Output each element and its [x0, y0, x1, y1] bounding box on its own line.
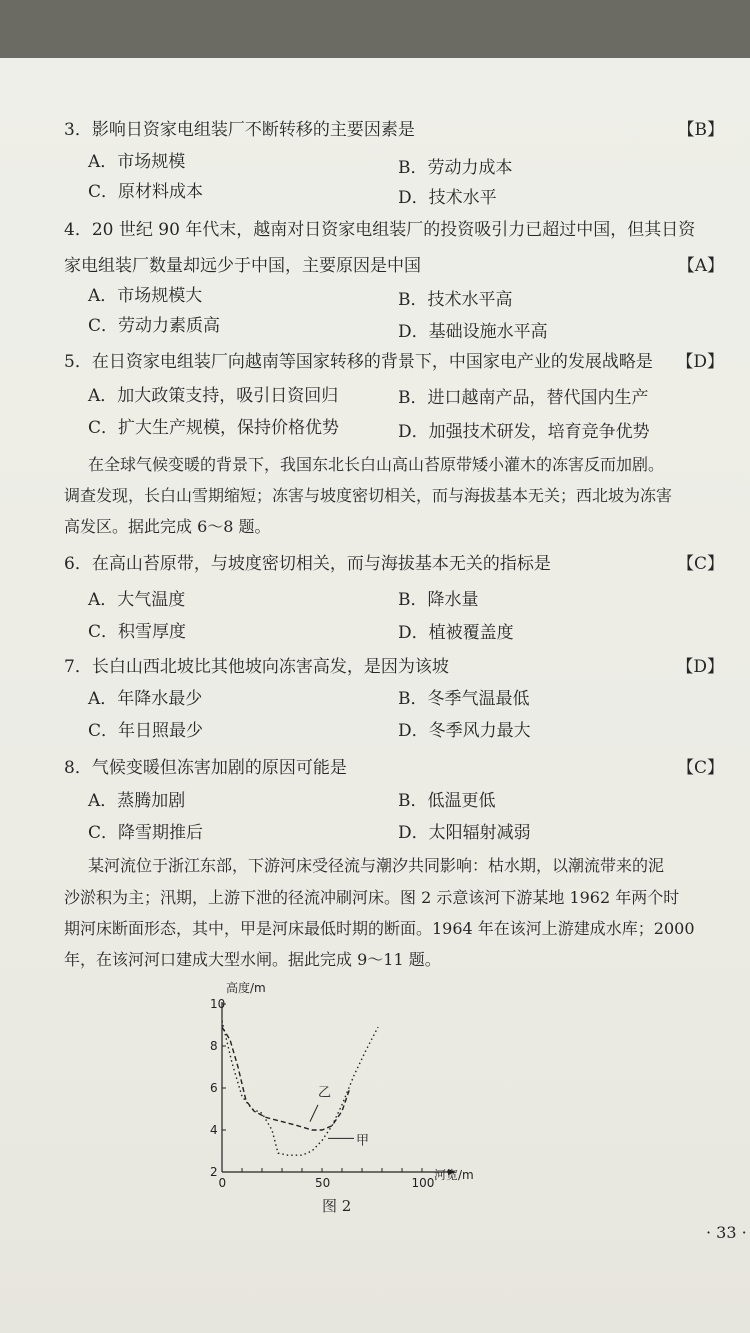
question-3-option-c: C．原材料成本	[88, 182, 204, 202]
passage-2-line-1: 某河流位于浙江东部，下游河床受径流与潮汐共同影响：枯水期，以潮流带来的泥	[88, 856, 665, 875]
question-4-option-d: D．基础设施水平高	[398, 322, 548, 342]
question-7-answer: 【D】	[676, 657, 724, 677]
question-3-option-a: A．市场规模	[88, 152, 186, 172]
chart-series	[222, 1021, 378, 1155]
y-tick-label-4: 4	[210, 1123, 218, 1137]
question-3-option-d: D．技术水平	[398, 188, 497, 208]
question-6	[64, 552, 724, 576]
question-4-line-1: 4．20 世纪 90 年代末，越南对日资家电组装厂的投资吸引力已超过中国，但其日资	[64, 220, 696, 240]
question-5-stem: 5．在日资家电组装厂向越南等国家转移的背景下，中国家电产业的发展战略是	[64, 352, 653, 372]
passage-2-line-3: 期河床断面形态，其中，甲是河床最低时期的断面。1964 年在该河上游建成水库；2000	[64, 919, 695, 938]
question-4-stem: 家电组装厂数量却远少于中国，主要原因是中国	[64, 256, 421, 276]
textbook-page	[0, 58, 750, 1333]
series-leader-yi	[310, 1105, 318, 1122]
question-8-option-b: B．低温更低	[398, 791, 496, 811]
question-8-option-a: A．蒸腾加剧	[88, 791, 186, 811]
question-6-option-c: C．积雪厚度	[88, 622, 187, 642]
x-tick-label-0: 0	[218, 1176, 227, 1190]
question-6-stem: 6．在高山苔原带，与坡度密切相关，而与海拔基本无关的指标是	[64, 554, 551, 574]
question-7	[64, 655, 724, 679]
x-tick-label-50: 50	[315, 1176, 331, 1190]
question-7-stem: 7．长白山西北坡比其他坡向冻害高发，是因为该坡	[64, 657, 449, 677]
figure-2-chart	[196, 976, 476, 1191]
y-tick-label-10: 10	[210, 997, 226, 1011]
x-axis-label: 河宽/m	[434, 1168, 474, 1182]
question-6-option-d: D．植被覆盖度	[398, 623, 514, 643]
question-8-stem: 8．气候变暖但冻害加剧的原因可能是	[64, 758, 347, 778]
question-7-option-a: A．年降水最少	[88, 689, 203, 709]
page-number: · 33 ·	[706, 1223, 747, 1242]
question-8	[64, 756, 724, 780]
question-7-option-b: B．冬季气温最低	[398, 689, 530, 709]
passage-2-line-2: 沙淤积为主；汛期，上游下泄的径流冲刷河床。图 2 示意该河下游某地 1962 年两个时	[64, 888, 680, 907]
y-tick-label-2: 2	[210, 1165, 218, 1179]
question-5-option-d: D．加强技术研发，培育竞争优势	[398, 422, 650, 442]
question-5-answer: 【D】	[676, 352, 724, 372]
question-5-option-a: A．加大政策支持，吸引日资回归	[88, 386, 339, 406]
series-line-yi	[222, 1027, 350, 1130]
y-axis-label: 高度/m	[226, 981, 266, 995]
question-3-stem: 3．影响日资家电组装厂不断转移的主要因素是	[64, 120, 415, 140]
y-tick-label-8: 8	[210, 1039, 218, 1053]
series-label-jia: 甲	[356, 1133, 370, 1149]
question-4-answer: 【A】	[677, 256, 724, 276]
question-5-option-c: C．扩大生产规模，保持价格优势	[88, 418, 340, 438]
question-5	[64, 350, 724, 374]
x-tick-label-100: 100	[411, 1176, 435, 1190]
question-3-option-b: B．劳动力成本	[398, 158, 513, 178]
passage-1-line-1: 在全球气候变暖的背景下，我国东北长白山高山苔原带矮小灌木的冻害反而加剧。	[88, 455, 665, 474]
question-5-option-b: B．进口越南产品，替代国内生产	[398, 388, 649, 408]
series-label-yi: 乙	[318, 1085, 332, 1101]
question-3-answer: 【B】	[677, 120, 724, 140]
question-4-option-a: A．市场规模大	[88, 286, 203, 306]
question-8-answer: 【C】	[676, 758, 724, 778]
question-6-option-b: B．降水量	[398, 590, 479, 610]
question-4-option-b: B．技术水平高	[398, 290, 513, 310]
chart-axes	[222, 1002, 456, 1175]
y-tick-label-6: 6	[210, 1081, 218, 1095]
question-8-option-c: C．降雪期推后	[88, 823, 204, 843]
question-4-option-c: C．劳动力素质高	[88, 316, 221, 336]
question-8-option-d: D．太阳辐射减弱	[398, 823, 531, 843]
passage-1-line-3: 高发区。据此完成 6～8 题。	[64, 517, 271, 536]
figure-2-caption: 图 2	[322, 1197, 352, 1215]
passage-1-line-2: 调查发现，长白山雪期缩短；冻害与坡度密切相关，而与海拔基本无关；西北坡为冻害	[64, 486, 673, 505]
question-6-option-a: A．大气温度	[88, 590, 186, 610]
question-3	[64, 118, 724, 142]
series-line-jia	[222, 1021, 378, 1155]
question-4-line-2	[64, 254, 724, 278]
question-7-option-c: C．年日照最少	[88, 721, 204, 741]
question-7-option-d: D．冬季风力最大	[398, 721, 531, 741]
question-6-answer: 【C】	[676, 554, 724, 574]
passage-2-line-4: 年，在该河河口建成大型水闸。据此完成 9～11 题。	[64, 950, 441, 969]
